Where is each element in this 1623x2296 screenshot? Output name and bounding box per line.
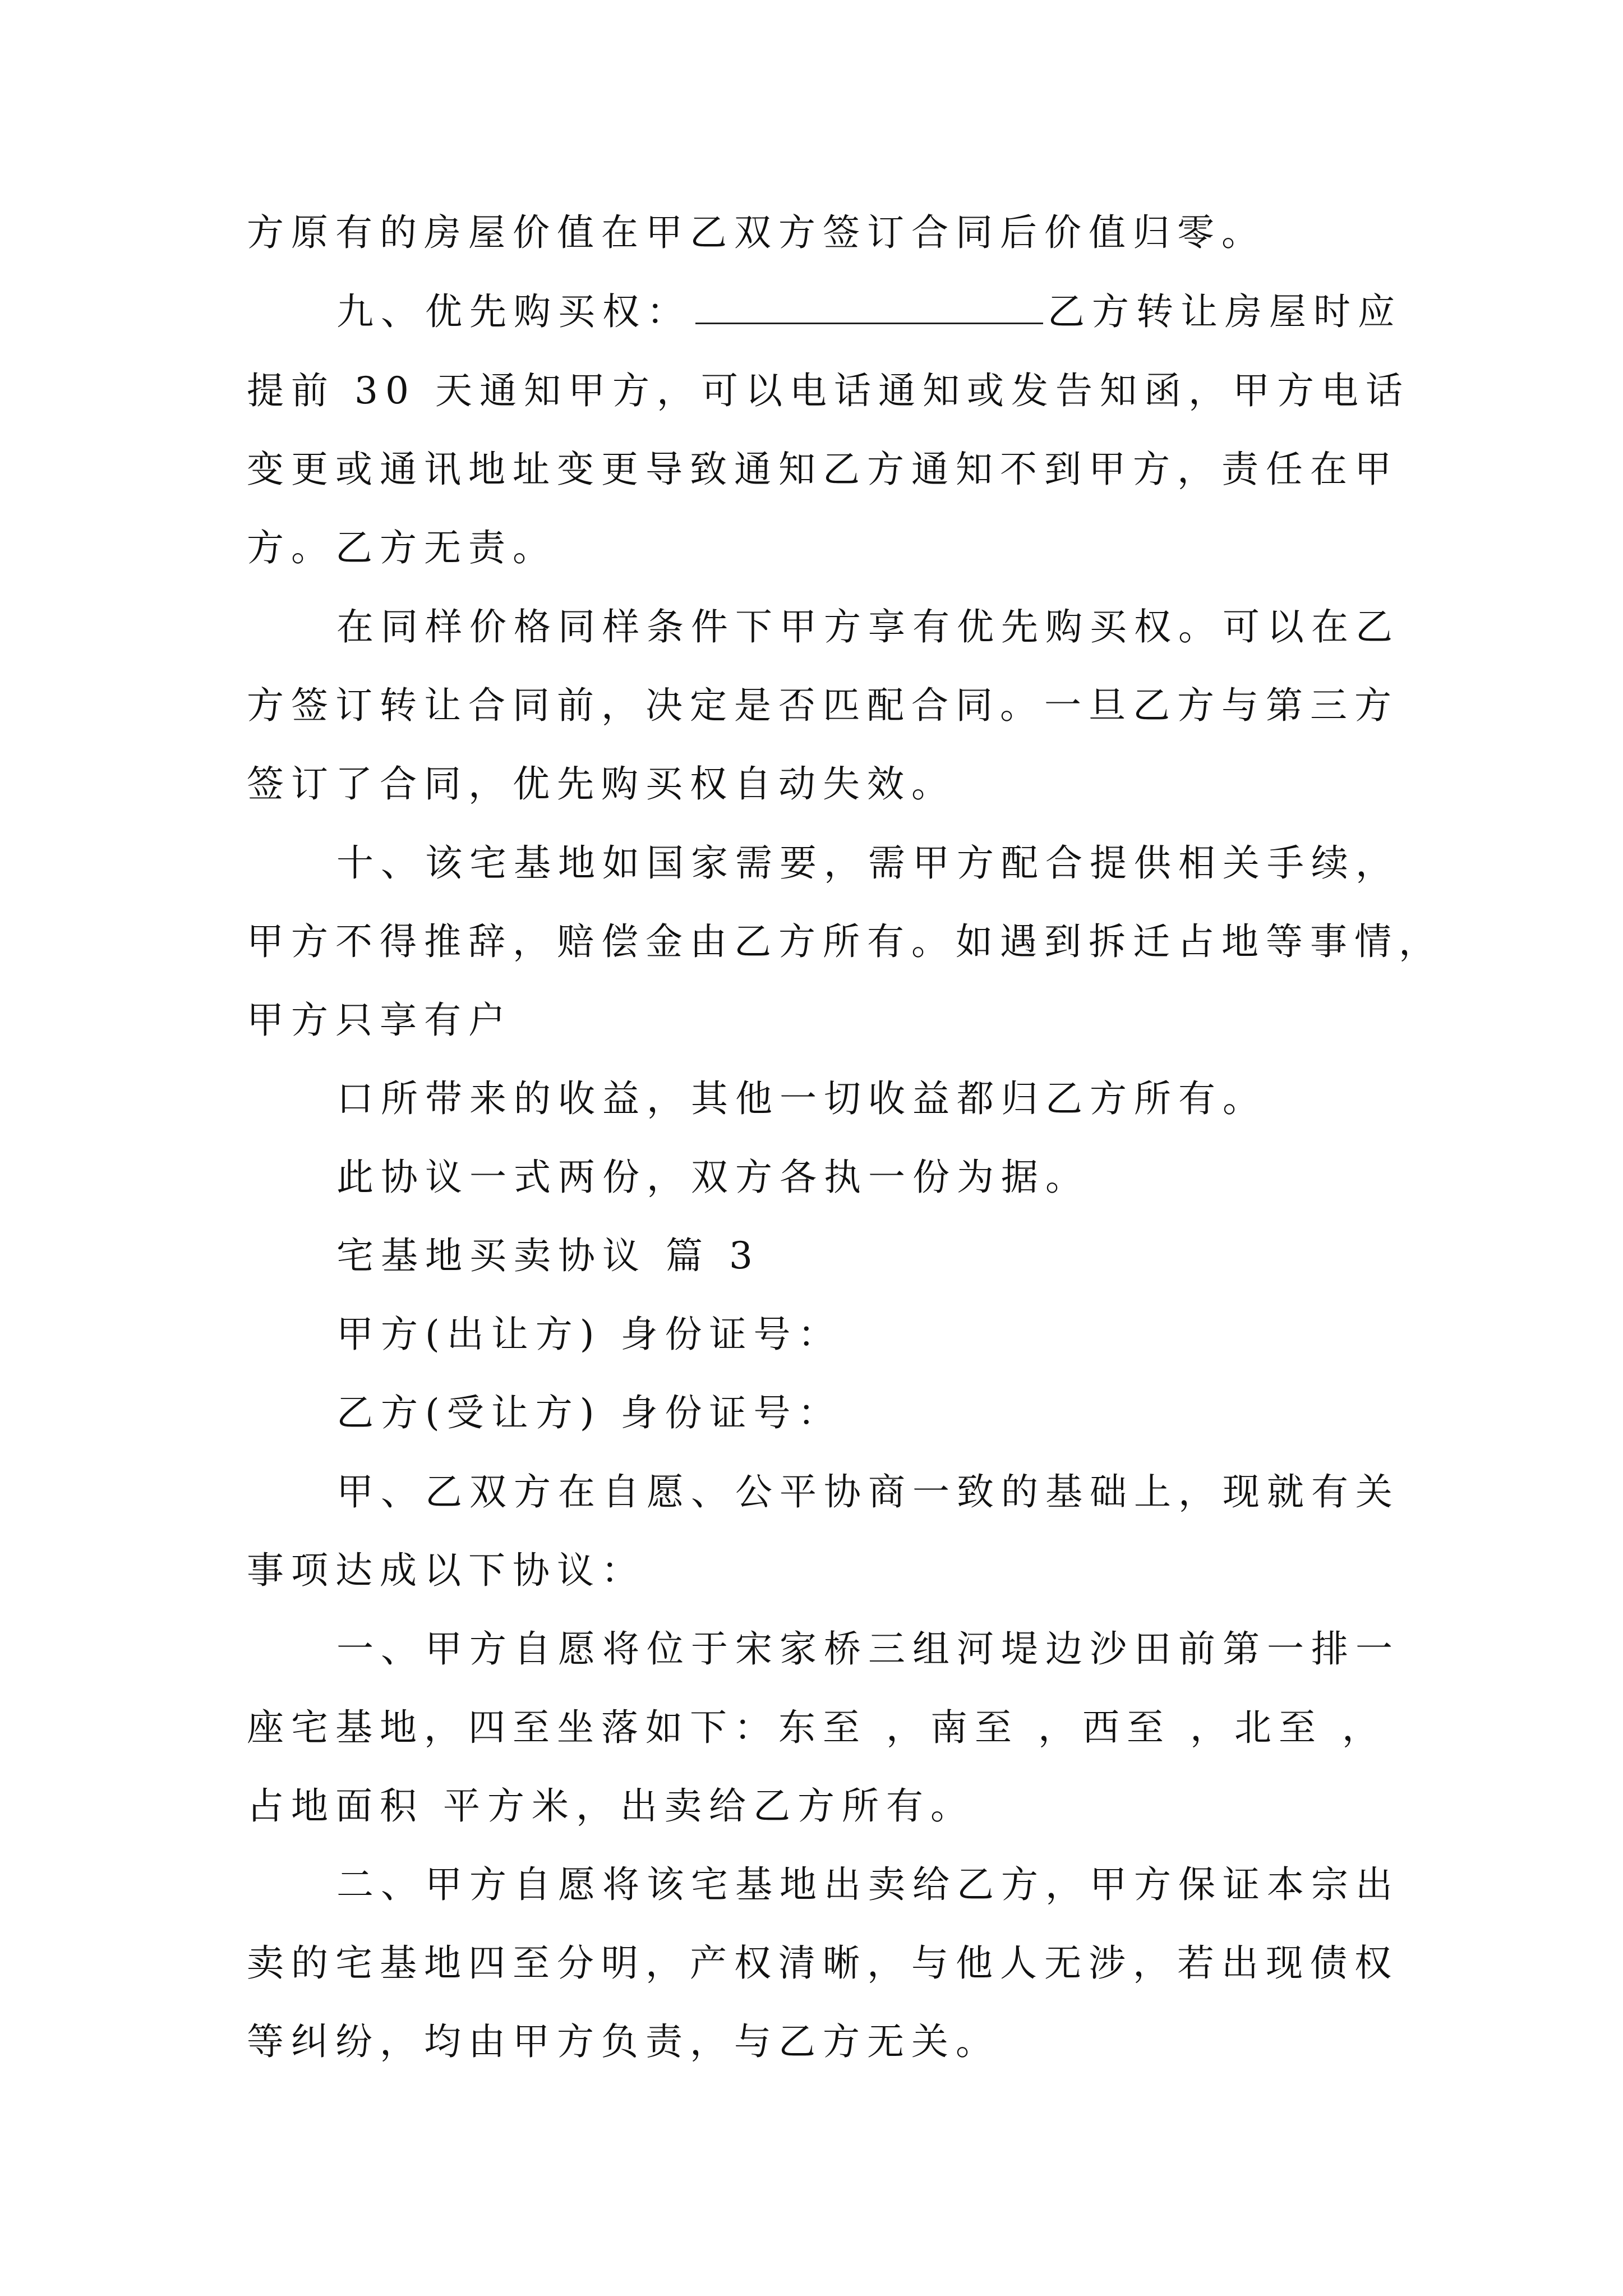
clause-9-text: 乙方转让房屋时应: [1048, 290, 1402, 333]
party-a-line: 甲方(出让方) 身份证号：: [336, 1313, 842, 1356]
section-title: 宅基地买卖协议 篇 3: [336, 1234, 760, 1277]
text-line: 口所带来的收益，其他一切收益都归乙方所有。: [336, 1077, 1267, 1120]
text-line: 座宅基地，四至坐落如下：东至 ，南至 ，西至 ，北至 ，: [247, 1706, 1386, 1749]
text-line: 方签订转让合同前，决定是否匹配合同。一旦乙方与第三方: [247, 684, 1399, 727]
clause-9-heading: 九、优先购买权：: [336, 290, 691, 333]
text-line: 方。乙方无责。: [247, 526, 557, 569]
text-line: 变更或通讯地址变更导致通知乙方通知不到甲方，责任在甲: [247, 448, 1399, 491]
text-line: 甲方不得推辞，赔偿金由乙方所有。如遇到拆迁占地等事情，: [247, 920, 1443, 963]
text-line: 甲、乙双方在自愿、公平协商一致的基础上，现就有关: [336, 1470, 1400, 1513]
text-line: 占地面积 平方米，出卖给乙方所有。: [247, 1784, 975, 1828]
text-line: 在同样价格同样条件下甲方享有优先购买权。可以在乙: [336, 605, 1400, 648]
text-line-clause-9: [336, 289, 1402, 334]
fill-in-blank-line: [695, 289, 1043, 324]
text-line: 十、该宅基地如国家需要，需甲方配合提供相关手续，: [336, 841, 1400, 885]
text-line: 等纠纷，均由甲方负责，与乙方无关。: [247, 2020, 1000, 2063]
party-b-line: 乙方(受让方) 身份证号：: [336, 1391, 842, 1434]
text-line: 事项达成以下协议：: [247, 1549, 645, 1592]
text-line: 方原有的房屋价值在甲乙双方签订合同后价值归零。: [247, 211, 1266, 254]
text-line: 提前 30 天通知甲方，可以电话通知或发告知函，甲方电话: [247, 369, 1410, 412]
text-line: 甲方只享有户: [247, 999, 513, 1042]
text-line: 签订了合同，优先购买权自动失效。: [247, 762, 956, 806]
text-line: 此协议一式两份，双方各执一份为据。: [336, 1156, 1090, 1199]
text-line: 一、甲方自愿将位于宋家桥三组河堤边沙田前第一排一: [336, 1627, 1400, 1671]
text-line: 二、甲方自愿将该宅基地出卖给乙方，甲方保证本宗出: [336, 1863, 1400, 1906]
text-line: 卖的宅基地四至分明，产权清晰，与他人无涉，若出现债权: [247, 1941, 1399, 1985]
